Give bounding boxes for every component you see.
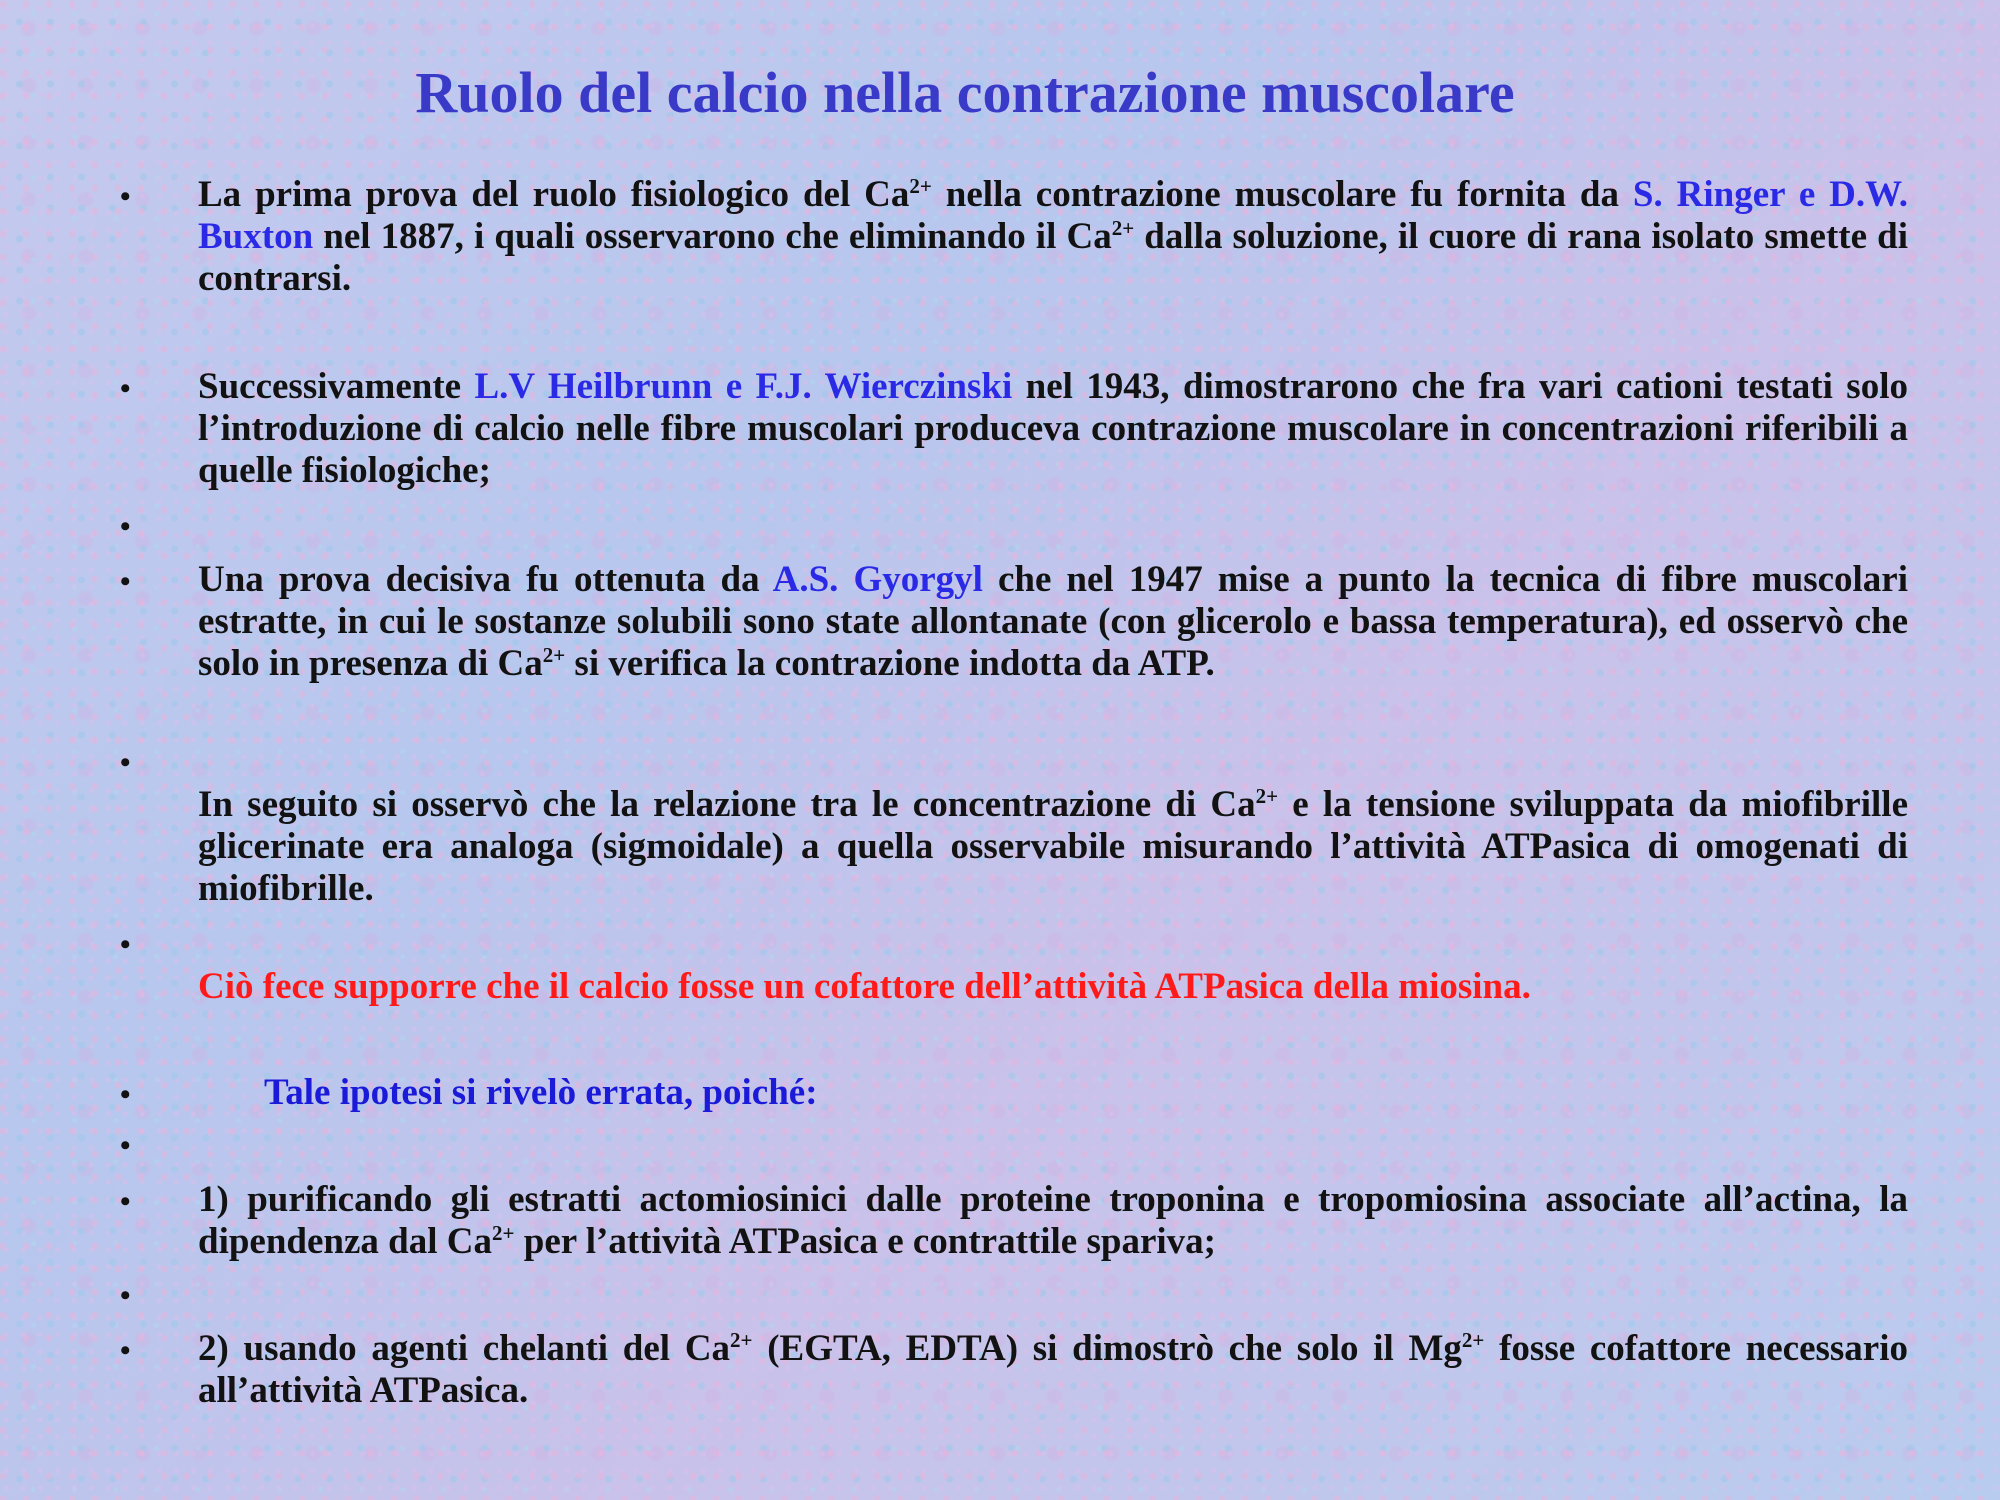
bullet-marker: • bbox=[120, 510, 131, 543]
author-names: S. Ringer e D.W. Buxton bbox=[198, 174, 1908, 257]
author-names: A.S. Gyorgyl bbox=[772, 559, 983, 600]
bullet-marker: • bbox=[120, 1129, 131, 1162]
paragraph-ringer-buxton: La prima prova del ruolo fisiologico del $Ca^{2+}$ nella contrazione muscolare fu fornita da S. Ringer e D.W. Buxton nel 1887, i quali osservarono che eliminando il $Ca^{2+}$ dalla soluzione, il cuore di rana isolato smette di contrarsi. bbox=[198, 174, 1908, 299]
paragraph-heilbrunn: Successivamente L.V Heilbrunn e F.J. Wierczinski nel 1943, dimostrarono che fra vari cationi testati solo l’introduzione di calcio nelle fibre muscolari produceva contrazione muscolare in concentrazioni riferibili a quelle fisiologiche; bbox=[198, 366, 1908, 491]
bullet-marker: • bbox=[120, 746, 131, 779]
bullet-marker: • bbox=[120, 1185, 131, 1218]
bullet-marker: • bbox=[120, 1279, 131, 1312]
bullet-marker: • bbox=[120, 1078, 131, 1111]
bullet-marker: • bbox=[120, 372, 131, 405]
author-names: L.V Heilbrunn e F.J. Wierczinski bbox=[474, 366, 1013, 407]
bullet-marker: • bbox=[120, 928, 131, 961]
slide-title: Ruolo del calcio nella contrazione muscolare bbox=[415, 60, 1515, 125]
paragraph-ipotesi-errata: Tale ipotesi si rivelò errata, poiché: bbox=[264, 1072, 818, 1113]
paragraph-hypothesis: Ciò fece supporre che il calcio fosse un cofattore dell’attività ATPasica della miosina. bbox=[198, 966, 1531, 1007]
bullet-marker: • bbox=[120, 565, 131, 598]
bullet-marker: • bbox=[120, 180, 131, 213]
bullet-marker: • bbox=[120, 1334, 131, 1367]
paragraph-point-1: 1) purificando gli estratti actomiosinici dalle proteine troponina e tropomiosina associate all’actina, la dipendenza dal $Ca^{2+}$ per l’attività ATPasica e contrattile spariva; bbox=[198, 1179, 1908, 1262]
paragraph-sigmoidale: In seguito si osservò che la relazione tra le concentrazione di $Ca^{2+}$ e la tensione sviluppata da miofibrille glicerinate era analoga (sigmoidale) a quella osservabile misurando l’attività ATPasica di omogenati di miofibrille. bbox=[198, 784, 1908, 909]
paragraph-point-2: 2) usando agenti chelanti del $Ca^{2+}$ (EGTA, EDTA) si dimostrò che solo il $Mg^{2+}$ fosse cofattore necessario all’attività ATPasica. bbox=[198, 1328, 1908, 1411]
paragraph-gyorgyl: Una prova decisiva fu ottenuta da A.S. Gyorgyl che nel 1947 mise a punto la tecnica di fibre muscolari estratte, in cui le sostanze solubili sono state allontanate (con glicerolo e bassa temperatura), ed osservò che solo in presenza di $Ca^{2+}$ si verifica la contrazione indotta da ATP. bbox=[198, 559, 1908, 684]
